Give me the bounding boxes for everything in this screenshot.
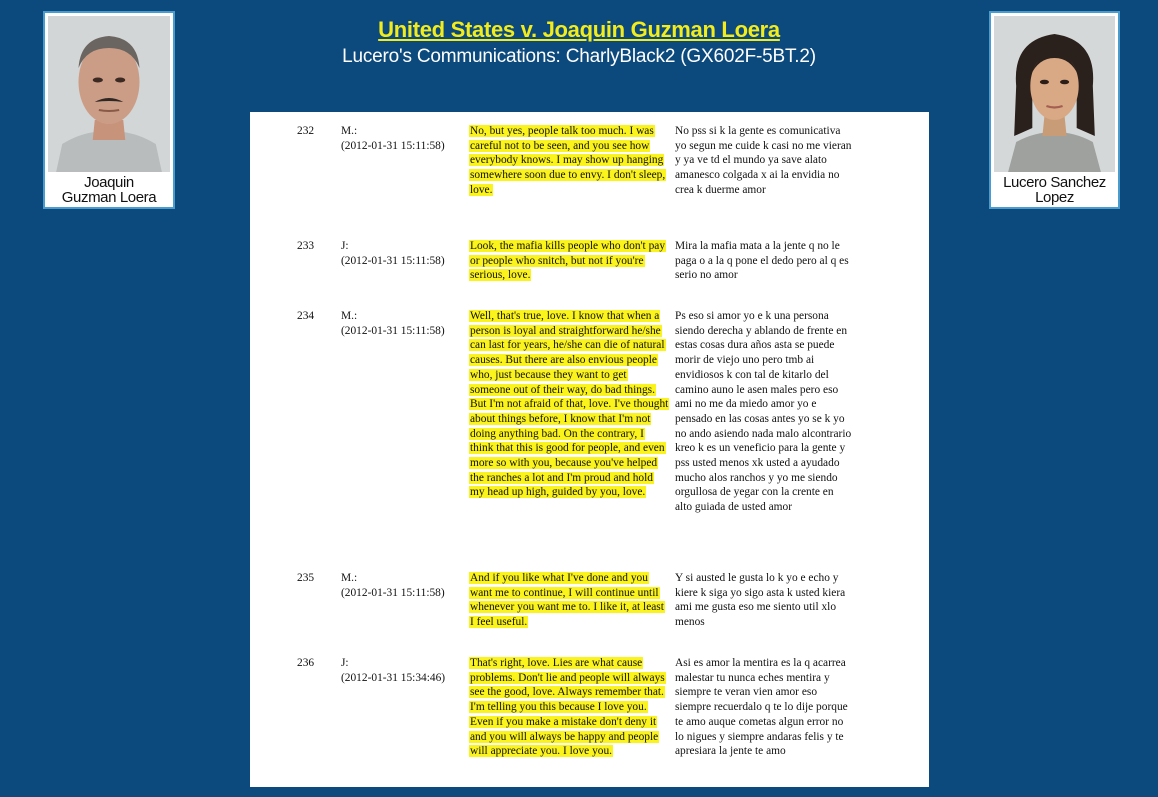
speaker-label: J:: [341, 240, 349, 252]
speaker-label: J:: [341, 657, 349, 669]
spanish-original: Ps eso si amor yo e k una persona siendo derecha y ablando de frente en estas cosas dura años asta se puede morir de viejo uno pero tmb ai envidiosos k con tal de kitarlo del camino auno le asen males pero eso ami no me da miedo amor yo e pensado en las cosas antes yo se k yo no ando asiendo nada malo alcontrario kreo k es un veneficio para la gente y pss usted menos xk usted a ayudado mucho alos ranchos y yo me siendo orgullosa de yegar con la crente en alto guiada de usted amor: [675, 310, 852, 514]
right-person-name: Lucero Sanchez Lopez: [1003, 174, 1106, 206]
spanish-original: No pss si k la gente es comunicativa yo segun me cuide k casi no me vieran y ya ve td el mundo ya save alato amanesco colgada x ai la envidia no crea k duerme amor: [675, 125, 852, 196]
case-title: United States v. Joaquin Guzman Loera: [378, 17, 780, 42]
spanish-original: Asi es amor la mentira es la q acarrea malestar tu nunca eches mentira y siempre te veran vien amor eso siempre recuerdalo q te lo dije porque te amo auque cometas algun error no lo nigues y siempre andaras felis y te apresiara la jente te amo: [675, 657, 848, 758]
right-person-photo: [994, 16, 1115, 172]
english-translation: No, but yes, people talk too much. I was careful not to be seen, and you see how everybody knows. I may show up hanging somewhere soon due to envy. I don't sleep, love.: [470, 125, 666, 196]
left-person-card: [43, 11, 175, 209]
spanish-original: Y si austed le gusta lo k yo e echo y kiere k siga yo sigo asta k usted kiera ami me gusta eso me siento util xlo menos: [675, 572, 846, 629]
entry-number: 236: [297, 657, 315, 669]
english-translation: Well, that's true, love. I know that when a person is loyal and straightforward he/she can last for years, he/she can die of natural causes. But there are also envious people who, just because they want to get someone out of their way, do bad things. But I'm not afraid of that, love. I've thought about things before, I know that I'm not doing anything bad. On the contrary, I think that this is good for people, and even more so with you, because you've helped the ranches a lot and I'm proud and hold my head up high, guided by you, love.: [470, 310, 669, 499]
entry-speaker: [341, 571, 445, 600]
entry-number: 234: [297, 310, 315, 322]
speaker-label: M.:: [341, 310, 358, 322]
entry-timestamp: (2012-01-31 15:11:58): [341, 324, 445, 337]
entry-number: 233: [297, 240, 315, 252]
entry-number: 232: [297, 125, 315, 137]
entry-timestamp: (2012-01-31 15:34:46): [341, 671, 446, 684]
entry-number: 235: [297, 572, 315, 584]
spanish-original: Mira la mafia mata a la jente q no le paga o a la q pone el dedo pero al q es serio no amor: [675, 240, 849, 282]
left-person-name: Joaquin Guzman Loera: [61, 174, 157, 206]
exhibit-subtitle: Lucero's Communications: CharlyBlack2 (GX602F-5BT.2): [342, 46, 816, 67]
entry-speaker: [341, 239, 445, 268]
english-translation: That's right, love. Lies are what cause problems. Don't lie and people will always see the good, love. Always remember that. I'm telling you this because I love you. Even if you make a mistake don't deny it and you will always be happy and people will appreciate you. I love you.: [470, 657, 665, 758]
left-person-photo: [48, 16, 170, 172]
speaker-label: M.:: [341, 125, 358, 137]
english-translation: And if you like what I've done and you want me to continue, I will continue until whenever you want me to. I like it, at least I feel useful.: [470, 572, 664, 629]
entry-timestamp: (2012-01-31 15:11:58): [341, 254, 445, 267]
entry-timestamp: (2012-01-31 15:11:58): [341, 139, 445, 152]
transcript-document: [250, 112, 929, 787]
entry-timestamp: (2012-01-31 15:11:58): [341, 586, 445, 599]
english-translation: Look, the mafia kills people who don't pay or people who snitch, but not if you're serious, love.: [470, 240, 666, 282]
speaker-label: M.:: [341, 572, 358, 584]
entry-speaker: [341, 656, 445, 685]
right-person-card: [989, 11, 1120, 209]
entry-speaker: [341, 124, 445, 153]
entry-speaker: [341, 309, 445, 338]
